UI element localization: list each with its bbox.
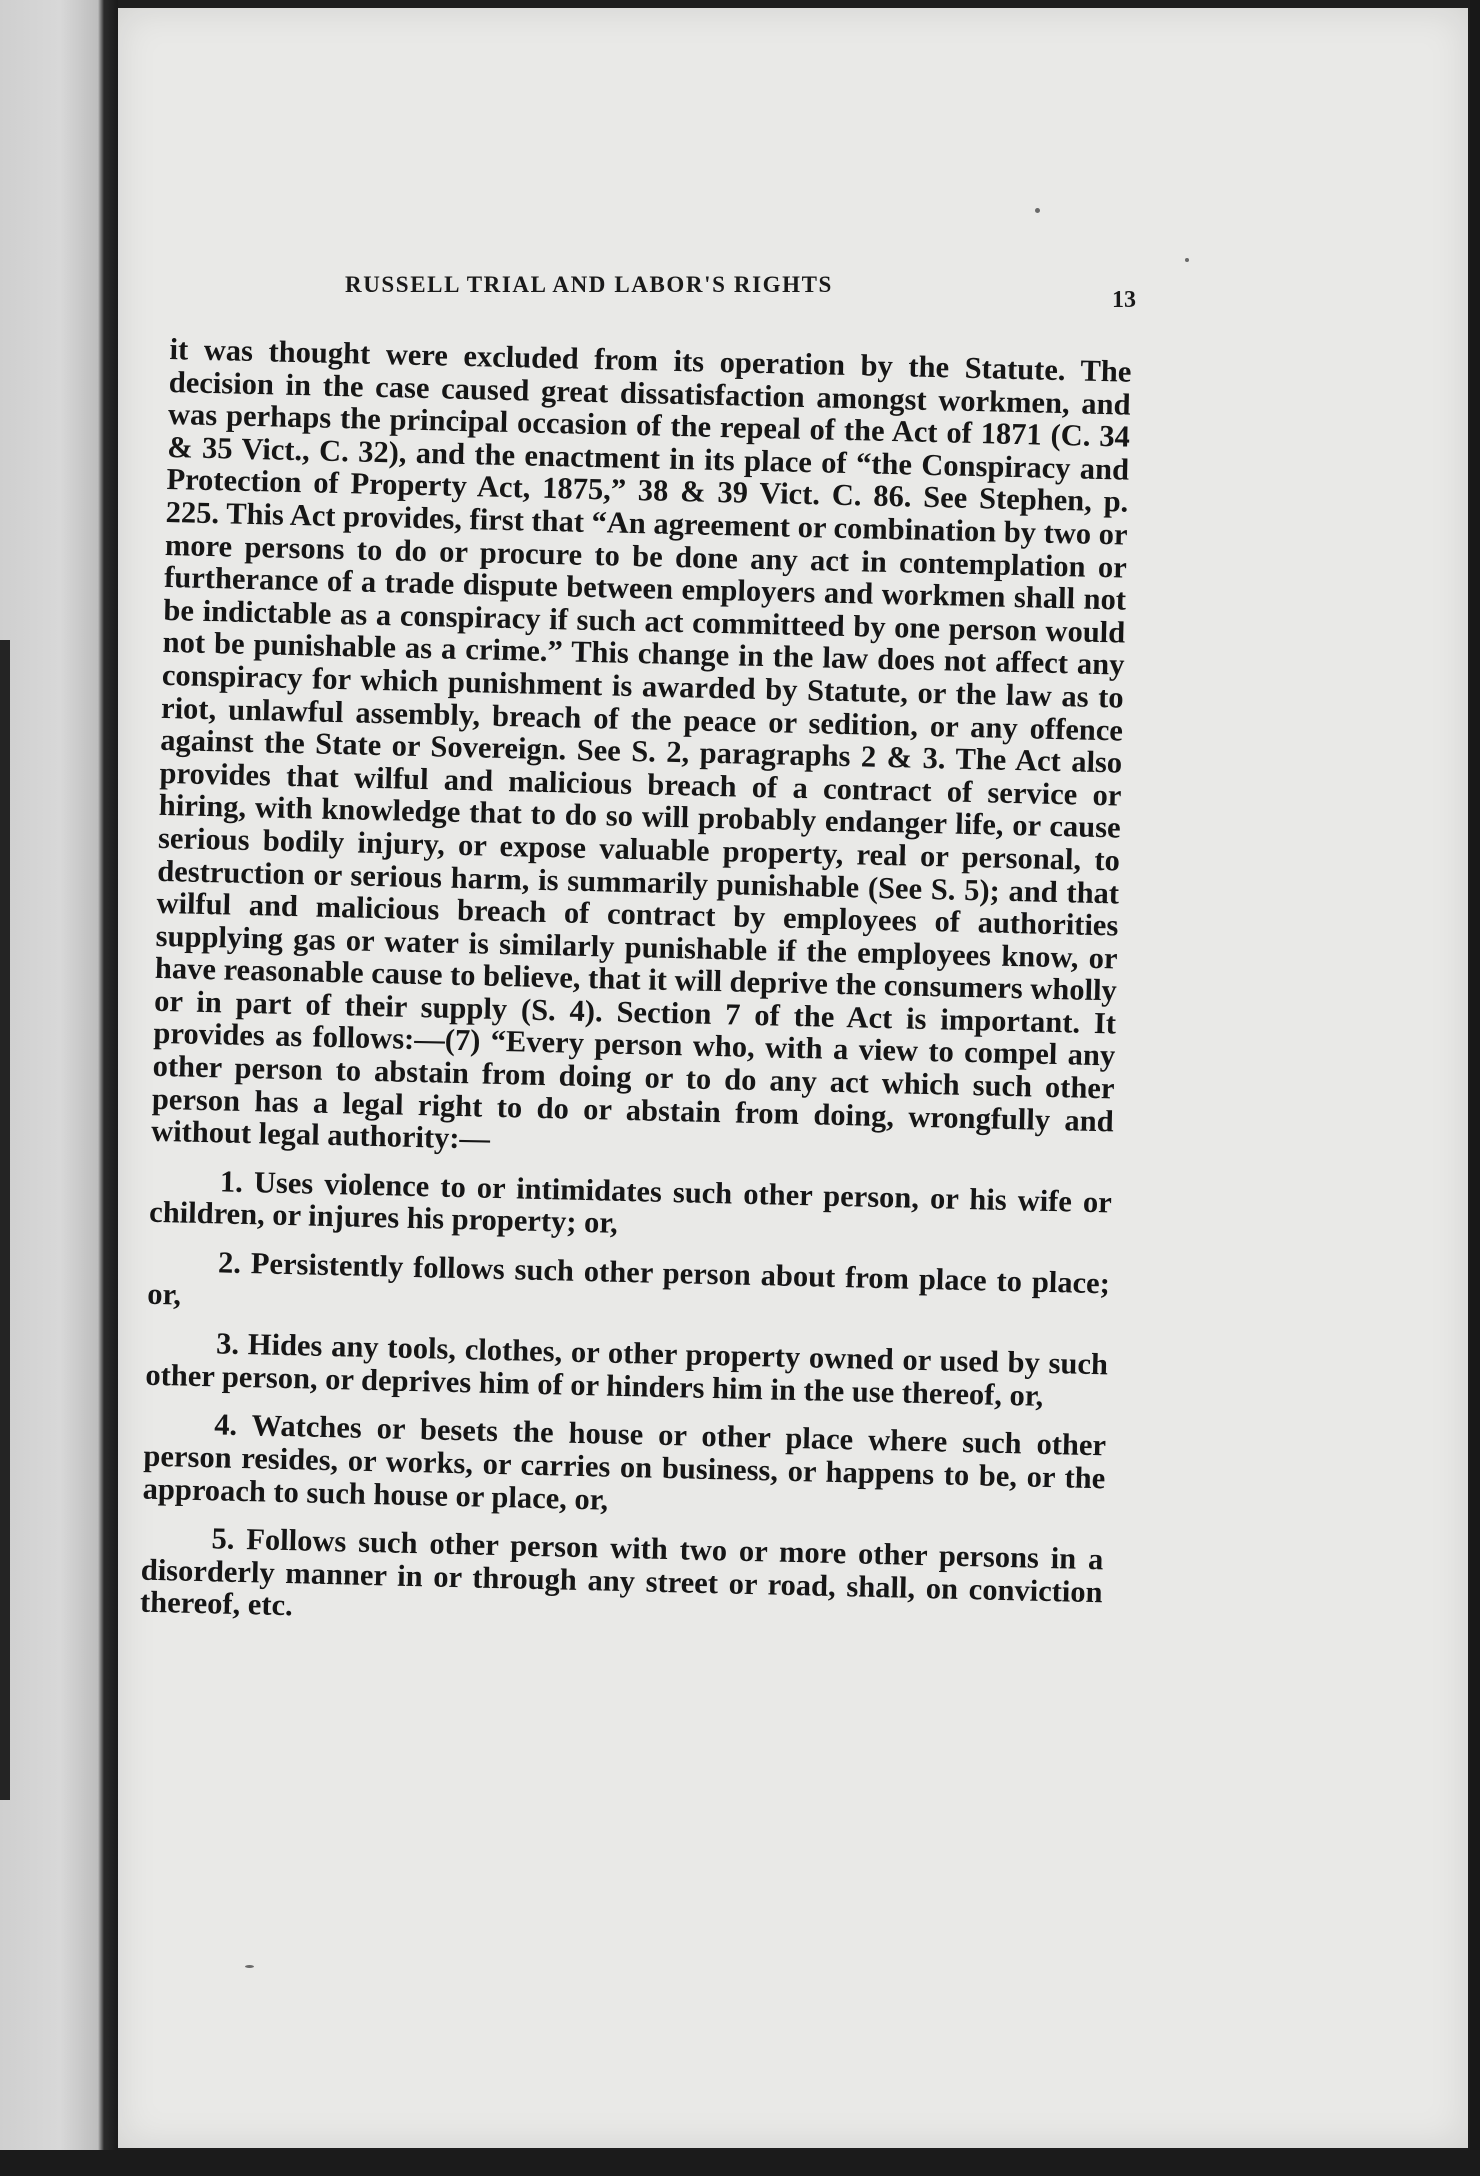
page-body	[140, 333, 1132, 1641]
list-item-5: 5. Follows such other person with two or more other persons in a disorderly manner in or through any street or road, shall, on conviction thereof, etc.	[139, 1521, 1104, 1623]
spine-shadow	[0, 640, 10, 1800]
page-right-edge	[1470, 0, 1480, 2176]
dust-speck	[245, 1965, 254, 1968]
running-title: RUSSELL TRIAL AND LABOR'S RIGHTS	[345, 272, 833, 297]
page-bottom-edge	[0, 2150, 1480, 2176]
list-item-1: 1. Uses violence to or intimidates such other person, or his wife or children, or injures his property; or,	[148, 1164, 1113, 1241]
list-item-3: 3. Hides any tools, clothes, or other property owned or used by such other person, or deprives him of or hinders him in the use thereof, or,	[145, 1326, 1109, 1413]
book-spine-gutter	[0, 0, 118, 2176]
dust-speck	[1185, 258, 1189, 262]
dust-speck	[1035, 208, 1040, 213]
page-number: 13	[1112, 287, 1136, 313]
list-item-2: 2. Persistently follows such other person about from place to place; or,	[146, 1245, 1111, 1312]
body-paragraph: it was thought were excluded from its operation by the Statute. The decision in the case caused great dissatisfaction amongst workmen, and was perhaps the principal occasion of the repeal of the Act of 1871 (C. 34 & 35 Vict., C. 32), and the enactment in its place of “the Conspiracy and Protection of Property Act, 1875,” 38 & 39 Vict. C. 86. See Stephen, p. 225. This Act provides, first that “An agreement or combination by two or more persons to do or procure to be done any act in contemplation or furtherance of a trade dispute between employers and workmen shall not be indictable as a conspiracy if such act committeed by one person would not be punishable as a crime.” This change in the law does not affect any conspiracy for which punishment is awarded by Statute, or the law as to riot, unlawful assembly, breach of the peace or sedition, or any offence against the State or Sovereign. See S. 2, paragraphs 2 & 3. The Act also provides that wilful and malicious breach of a contract of service or hiring, with knowledge that to do so will probably endanger life, or cause serious bodily injury, or expose valuable property, real or personal, to destruction or serious harm, is summarily punishable (See S. 5); and that wilful and malicious breach of contract by employees of authorities supplying gas or water is similarly punishable if the employees know, or have reasonable cause to believe, that it will deprive the consumers wholly or in part of their supply (S. 4). Section 7 of the Act is important. It provides as follows:—(7) “Every person who, with a view to compel any other person to abstain from doing or to do any act which such other person has a legal right to do or abstain from doing, wrongfully and without legal authority:—	[150, 332, 1132, 1157]
list-item-4: 4. Watches or besets the house or other place where such other person resides, or works, or carries on business, or happens to be, or the approach to such house or place, or,	[142, 1407, 1107, 1517]
